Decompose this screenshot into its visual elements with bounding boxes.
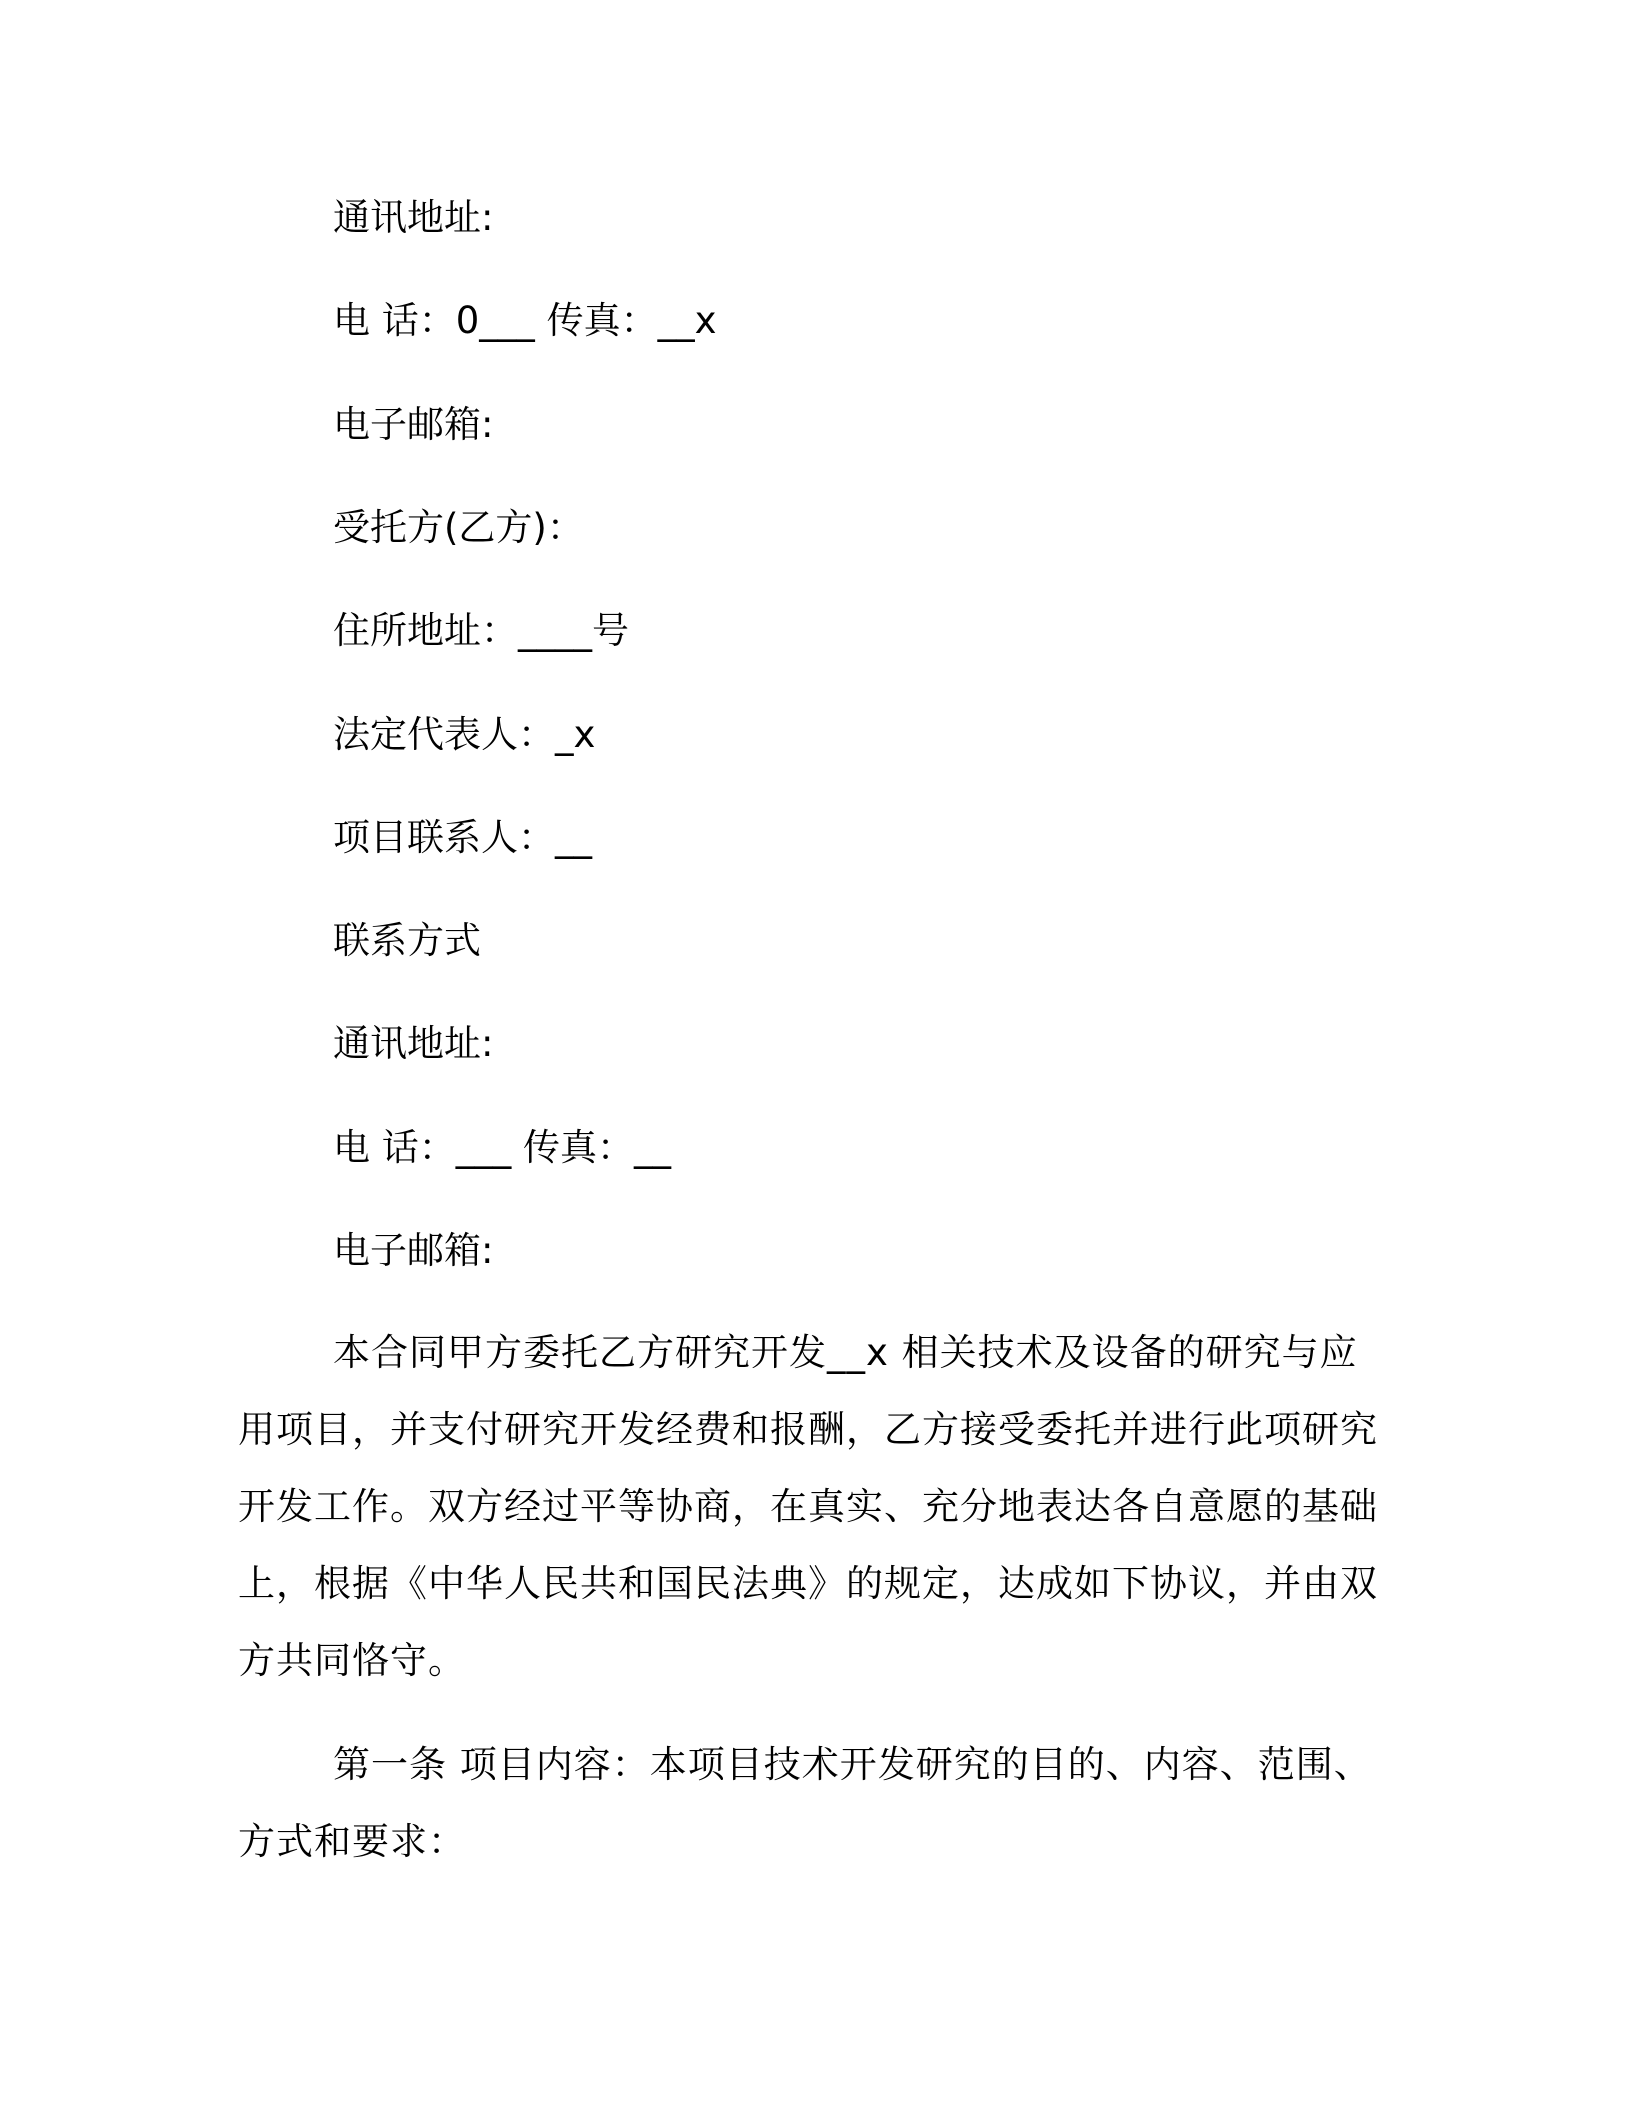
client-mailing-address-label: 通讯地址: <box>333 196 494 239</box>
client-email-label: 电子邮箱: <box>333 403 494 446</box>
contract-intro-paragraph: 本合同甲方委托乙方研究开发__x 相关技术及设备的研究与应用项目，并支付研究开发经费和报酬，乙方接受委托并进行此项研究开发工作。双方经过平等协商，在真实、充分地表达各自意愿的基础上，根据《中华人民共和国民法典》的规定，达成如下协议，并由双方共同恪守。 <box>238 1331 1378 1682</box>
trustee-legal-representative-line: 法定代表人：_x <box>333 713 596 756</box>
article-1-project-content: 第一条 项目内容：本项目技术开发研究的目的、内容、范围、方式和要求： <box>238 1743 1372 1863</box>
trustee-mailing-address-label: 通讯地址: <box>333 1022 494 1065</box>
trustee-residence-address-line: 住所地址：____号 <box>333 609 629 652</box>
trustee-email-label: 电子邮箱: <box>333 1229 494 1272</box>
trustee-phone-fax-line: 电 话：___ 传真：__ <box>333 1126 672 1169</box>
trustee-party-b-heading: 受托方(乙方)： <box>333 506 584 549</box>
client-phone-fax-line: 电 话：0___ 传真：__x <box>333 299 717 342</box>
trustee-project-contact-line: 项目联系人：__ <box>333 816 592 859</box>
trustee-contact-method-label: 联系方式 <box>333 919 481 962</box>
